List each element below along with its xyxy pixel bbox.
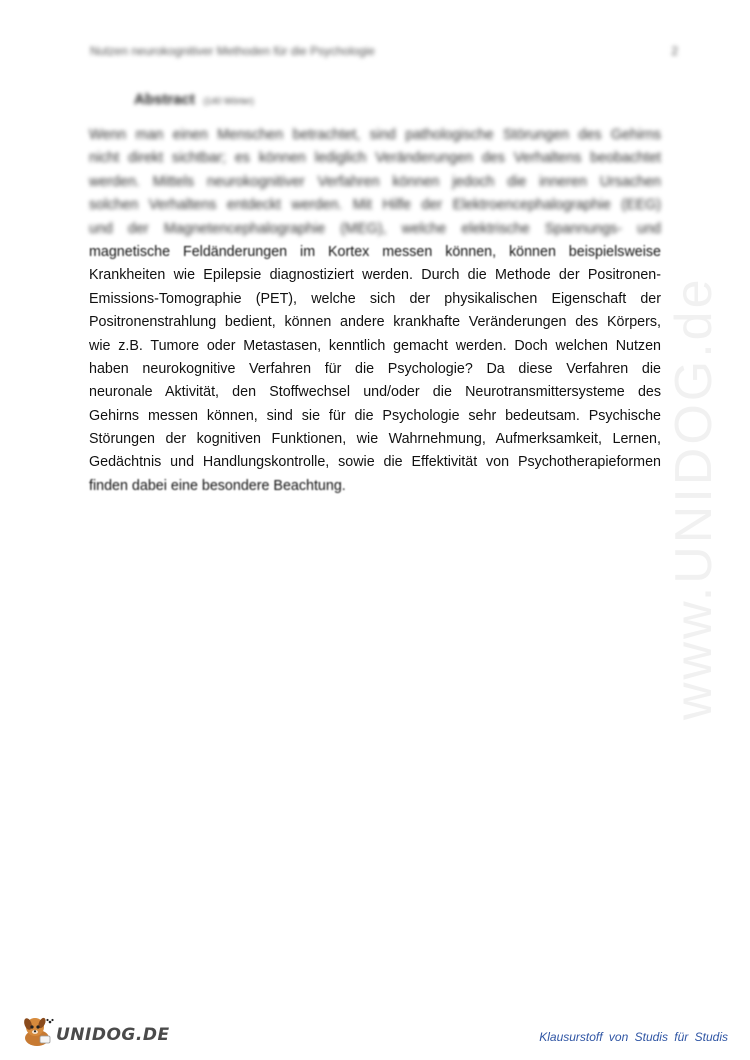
dog-mascot-icon bbox=[20, 1014, 54, 1048]
page-number: 2 bbox=[671, 44, 678, 58]
text-line: finden dabei eine besondere Beachtung. bbox=[89, 477, 346, 494]
text-line: magnetische Feldänderungen im Kortex messen können, können beispielsweise bbox=[89, 243, 661, 260]
text-line: neuronale Aktivität, den Stoffwechsel und/oder die Neurotransmittersysteme des bbox=[89, 384, 661, 401]
text-line: Gehirns messen können, sind sie für die Psychologie sehr bedeutsam. Psychische bbox=[89, 407, 661, 424]
text-line: Positronenstrahlung bedient, können andere krankhafte Veränderungen des Körpers, bbox=[89, 314, 661, 331]
abstract-heading bbox=[134, 91, 254, 109]
abstract-body bbox=[89, 124, 661, 498]
text-line: nicht direkt sichtbar; es können lediglich Veränderungen des Verhaltens beobachtet bbox=[89, 150, 661, 167]
text-line: haben neurokognitive Verfahren für die Psychologie? Da diese Verfahren die bbox=[89, 360, 661, 377]
text-line: Krankheiten wie Epilepsie diagnostiziert werden. Durch die Methode der Positronen- bbox=[89, 267, 661, 284]
text-line: Störungen der kognitiven Funktionen, wie Wahrnehmung, Aufmerksamkeit, Lernen, bbox=[89, 431, 661, 448]
watermark-text: www.UNIDOG.de bbox=[665, 276, 723, 720]
unidog-logo[interactable] bbox=[20, 1014, 170, 1048]
running-title: Nutzen neurokognitiver Methoden für die Psychologie bbox=[90, 44, 375, 58]
footer-slogan: Klausurstoff von Studis für Studis bbox=[539, 1030, 728, 1044]
text-line: solchen Verhaltens entdeckt werden. Mit Hilfe der Elektroencephalographie (EEG) bbox=[89, 197, 661, 214]
word-count: (140 Wörter) bbox=[203, 96, 254, 106]
abstract-title: Abstract bbox=[134, 91, 195, 108]
running-header bbox=[90, 44, 678, 58]
text-line: und der Magnetencephalographie (MEG), welche elektrische Spannungs- und bbox=[89, 220, 661, 237]
text-line: wie z.B. Tumore oder Metastasen, kenntlich gemacht werden. Doch welchen Nutzen bbox=[89, 337, 661, 354]
text-line: werden. Mittels neurokognitiver Verfahren können jedoch die inneren Ursachen bbox=[89, 173, 661, 190]
text-line: Emissions-Tomographie (PET), welche sich der physikalischen Eigenschaft der bbox=[89, 290, 661, 307]
text-line: Wenn man einen Menschen betrachtet, sind pathologische Störungen des Gehirns bbox=[89, 127, 661, 143]
text-line: Gedächtnis und Handlungskontrolle, sowie die Effektivität von Psychotherapieformen bbox=[89, 454, 661, 471]
logo-wordmark: UNIDOG.DE bbox=[56, 1025, 170, 1045]
